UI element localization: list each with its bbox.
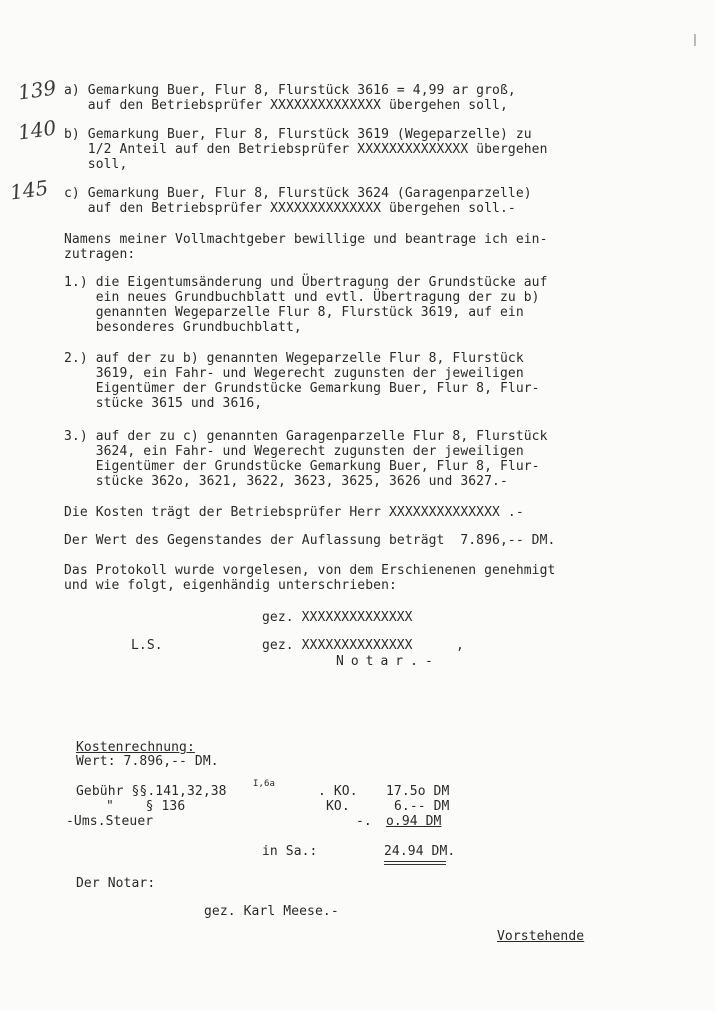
item-2-line-1: 2.) auf der zu b) genannten Wegeparzelle Flur 8, Flurstück (64, 351, 524, 366)
bill-row-2-ref: KO. (326, 799, 350, 814)
costs-line: Die Kosten trägt der Betriebsprüfer Herr XXXXXXXXXXXXXX .- (64, 505, 524, 520)
item-c-line-2: auf den Betriebsprüfer XXXXXXXXXXXXXX übergehen soll.- (64, 201, 516, 216)
signature-2-comma: , (456, 638, 464, 653)
protocol-line-2: und wie folgt, eigenhändig unterschrieben: (64, 578, 397, 593)
bill-row-1-sup: I,6a (253, 779, 276, 789)
value-line: Der Wert des Gegenstandes der Auflassung beträgt 7.896,-- DM. (64, 533, 556, 548)
intro-line-2: zutragen: (64, 247, 136, 262)
bill-row-3-ref: -. (356, 814, 372, 829)
item-3-line-4: stücke 362o, 3621, 3622, 3623, 3625, 3626 und 3627.- (64, 474, 508, 489)
item-b-line-2: 1/2 Anteil auf den Betriebsprüfer XXXXXXXXXXXXXX übergehen (64, 142, 548, 157)
bill-row-3-amount: o.94 DM (386, 814, 442, 829)
bill-row-1-label: Gebühr §§.141,32,38 (76, 784, 227, 799)
bill-total-amount: 24.94 DM. (384, 844, 456, 859)
bill-total-label: in Sa.: (262, 844, 318, 859)
margin-number-140: 140 (16, 115, 58, 145)
scan-mark (694, 34, 696, 46)
notary-label: Der Notar: (76, 876, 156, 891)
total-double-underline (384, 861, 446, 865)
bill-heading: Kostenrechnung: (76, 740, 195, 755)
margin-number-139: 139 (16, 75, 58, 105)
item-b-line-3: soll, (64, 157, 128, 172)
item-a-line-1: a) Gemarkung Buer, Flur 8, Flurstück 3616 = 4,99 ar groß, (64, 83, 516, 98)
item-2-line-4: stücke 3615 und 3616, (64, 396, 263, 411)
item-3-line-3: Eigentümer der Grundstücke Gemarkung Buer, Flur 8, Flur- (64, 459, 540, 474)
signature-2: gez. XXXXXXXXXXXXXX (262, 638, 413, 653)
item-c-line-1: c) Gemarkung Buer, Flur 8, Flurstück 3624 (Garagenparzelle) (64, 186, 532, 201)
item-3-line-2: 3624, ein Fahr- und Wegerecht zugunsten der jeweiligen (64, 444, 524, 459)
seal-ls: L.S. (131, 638, 163, 653)
margin-number-145: 145 (8, 175, 50, 205)
item-2-line-3: Eigentümer der Grundstücke Gemarkung Buer, Flur 8, Flur- (64, 381, 540, 396)
continuation-word: Vorstehende (497, 929, 585, 944)
item-2-line-2: 3619, ein Fahr- und Wegerecht zugunsten der jeweiligen (64, 366, 524, 381)
item-1-line-4: besonderes Grundbuchblatt, (64, 320, 302, 335)
bill-row-1-ref: . KO. (318, 784, 358, 799)
protocol-line-1: Das Protokoll wurde vorgelesen, von dem Erschienenen genehmigt (64, 563, 556, 578)
bill-value: Wert: 7.896,-- DM. (76, 754, 219, 769)
bill-row-2-label: " § 136 (106, 799, 186, 814)
signature-1: gez. XXXXXXXXXXXXXX (262, 610, 413, 625)
bill-row-3-label: -Ums.Steuer (66, 814, 154, 829)
notar-label: Notar.- (336, 654, 440, 669)
bill-row-2-amount: 6.-- DM (394, 799, 450, 814)
item-3-line-1: 3.) auf der zu c) genannten Garagenparzelle Flur 8, Flurstück (64, 429, 548, 444)
intro-line-1: Namens meiner Vollmachtgeber bewillige und beantrage ich ein- (64, 232, 548, 247)
item-b-line-1: b) Gemarkung Buer, Flur 8, Flurstück 3619 (Wegeparzelle) zu (64, 127, 532, 142)
item-1-line-2: ein neues Grundbuchblatt und evtl. Übertragung der zu b) (64, 290, 540, 305)
notary-signature: gez. Karl Meese.- (204, 904, 339, 919)
item-1-line-3: genannten Wegeparzelle Flur 8, Flurstück 3619, auf ein (64, 305, 524, 320)
bill-row-1-amount: 17.5o DM (386, 784, 450, 799)
item-1-line-1: 1.) die Eigentumsänderung und Übertragung der Grundstücke auf (64, 275, 548, 290)
item-a-line-2: auf den Betriebsprüfer XXXXXXXXXXXXXX übergehen soll, (64, 98, 508, 113)
